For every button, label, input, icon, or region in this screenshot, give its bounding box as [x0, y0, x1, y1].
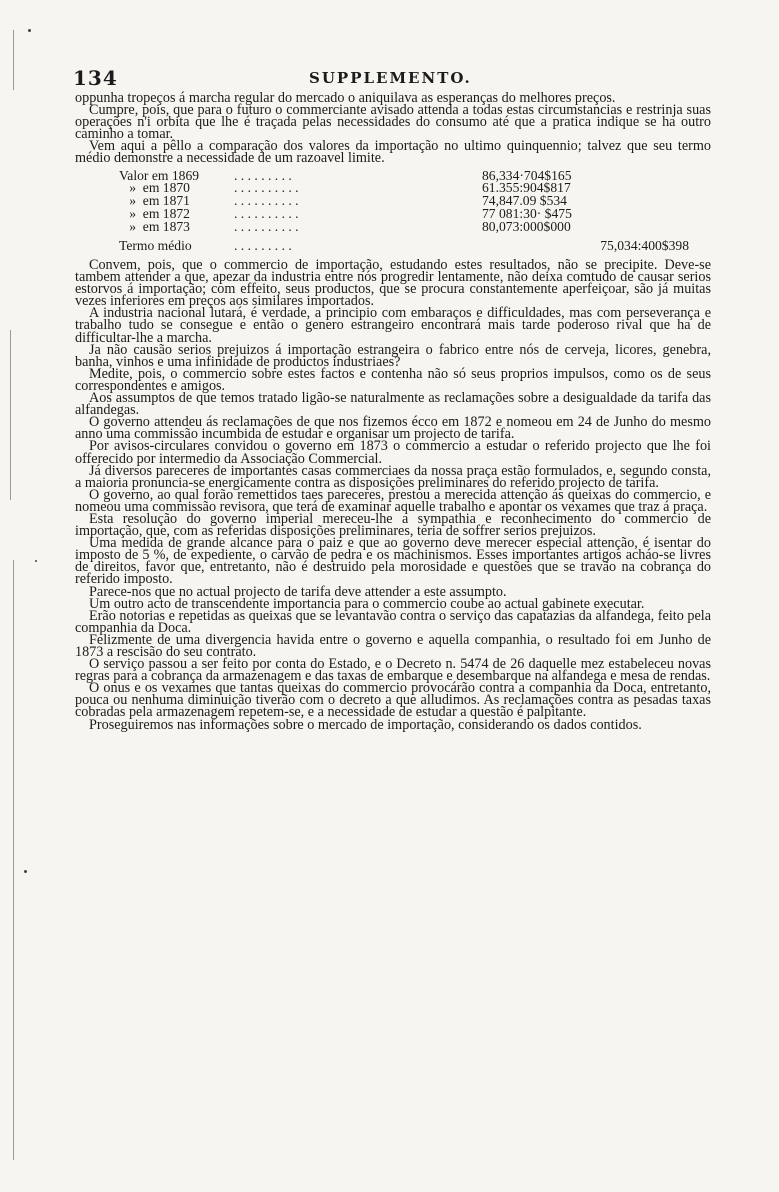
ink-speck — [24, 870, 27, 873]
paragraph: A industria nacional lutará, é verdade, a principio com embaraços e difficuldades, mas com perseverança e trabalho tudo se consegue e então o genero estrangeiro encontrará mais tarde poderoso rival que ha de difficultar-lhe a marcha. — [75, 305, 711, 346]
table-row — [119, 182, 711, 195]
paragraph: Uma medida de grande alcance para o paiz e que ao governo deve merecer especial attenção, é isentar do imposto de 5 %, de expediente, o carvão de pedra e os machinismos. Esses importantes artigos acháo-se livres de direitos, favor que, entretanto, não é destruido pela morosidade e questões que se travão na cobrança do referido imposto. — [75, 535, 711, 588]
table-row — [119, 208, 711, 221]
paragraph: Um outro acto de transcendente importancia para o commercio coube ao actual gabinete executar. — [89, 595, 645, 612]
paragraph: Erão notorias e repetidas as queixas que se levantavão contra o serviço das capatazias da alfandega, feito pela companhia da Doca. — [75, 607, 711, 636]
paragraph: Parece-nos que no actual projecto de tarifa deve attender a este assumpto. — [89, 583, 507, 600]
body-text — [75, 92, 711, 731]
row-label: Valor em 1869 — [119, 167, 200, 183]
running-title: SUPPLEMENTO. — [309, 69, 472, 87]
paragraph: Felizmente de uma divergencia havida entre o governo e aquella companhia, o resultado foi em Junho de 1873 a rescisão do seu contrato. — [75, 631, 711, 661]
paragraph: Vem aqui a pêllo a comparação dos valores da importação no ultimo quinquennio; talvez que seu termo médio demonstre a necessidade de um razoavel limite. — [75, 138, 711, 167]
table-row — [119, 167, 711, 183]
paragraph: Aos assumptos de que temos tratado ligão-se naturalmente as reclamações sobre a desigualdade da tarifa das alfandegas. — [75, 390, 711, 419]
row-value: 80,073:000$000 — [482, 219, 571, 235]
row-label: » em 1870 — [119, 180, 190, 196]
row-label: » em 1872 — [119, 206, 190, 222]
paragraph: Proseguiremos nas informações sobre o mercado de importação, considerando os dados contidos. — [89, 716, 642, 733]
row-value: 77 081:30· $475 — [482, 206, 572, 222]
paragraph: Ja não causão serios prejuizos á importação estrangeira o fabrico entre nós de cerveja, licores, genebra, banha, vinhos e uma infinidade de productos industriaes? — [75, 341, 711, 370]
table-row — [119, 221, 711, 234]
row-label: » em 1871 — [119, 193, 190, 209]
paragraph: Já diversos pareceres de importantes casas commerciaes da nossa praça estão formulados, e, segundo consta, a maioria pronuncia-se energicamente contra as disposições preliminares do referido projecto de tarifa. — [75, 462, 711, 491]
paragraph: Cumpre, pois, que para o futuro o commerciante avisado attenda a todas estas circumstancias e restrinja suas operações n'i orbita que lhe é traçada pelas necessidades do consumo até que a pratica indique se ha outro caminho a tomar. — [75, 102, 711, 143]
leader-dots: . . . . . . . . . . — [234, 195, 299, 208]
leader-dots: . . . . . . . . . — [234, 240, 292, 253]
average-value: 75,034:400$398 — [600, 238, 689, 254]
leader-dots: . . . . . . . . . — [234, 169, 292, 182]
ink-speck — [35, 560, 37, 562]
binding-edge-line — [13, 560, 14, 1160]
values-table — [119, 167, 711, 255]
binding-edge-line — [10, 330, 11, 500]
leader-dots: . . . . . . . . . . — [234, 182, 299, 195]
row-value: 74,847.09 $534 — [482, 193, 567, 209]
ink-speck — [28, 29, 31, 32]
average-label: Termo médio — [119, 238, 192, 254]
average-row — [119, 240, 711, 255]
paragraph: Convem, pois, que o commercio de importação, estudando estes resultados, não se precipite. Deve-se tambem attender a que, apezar da industria entre nós progredir lentamente, não deixa comtudo de causar serios estorvos á importação; com effeito, seus productos, que se procura constantemente aperfeiçoar, são já muitas vezes inferiores em preços aos similares importados. — [75, 257, 711, 310]
paragraph: Por avisos-circulares convidou o governo em 1873 o commercio a estudar o referido projecto que lhe foi offerecido por intermedio da Associação Commercial. — [75, 438, 711, 467]
leader-dots: . . . . . . . . . . — [234, 221, 299, 234]
row-value: 61.355:904$817 — [482, 180, 571, 196]
page-number: 134 — [73, 66, 118, 90]
row-label: » em 1873 — [119, 219, 190, 235]
paragraph: O governo, ao qual forão remettidos taes pareceres, prestou a merecida attenção ás queixas do commercio, e nomeou uma commissão revisora, que terá de examinar aquelle trabalho e apontar os vexames que traz á praça. — [75, 486, 711, 515]
paragraph: Medite, pois, o commercio sobre estes factos e contenha não só seus proprios impulsos, como os de seus correspondentes e amigos. — [75, 365, 711, 394]
leader-dots: . . . . . . . . . . — [234, 208, 299, 221]
row-value: 86,334·704$165 — [482, 167, 572, 183]
binding-edge-line — [13, 30, 14, 90]
paragraph: O governo attendeu ás reclamações de que nos fizemos écco em 1872 e nomeou em 24 de Junho do mesmo anno uma commissão incumbida de estudar e organisar um projecto de tarifa. — [75, 414, 711, 443]
paragraph: O onus e os vexames que tantas queixas do commercio provocárão contra a companhia da Doca, entretanto, pouca ou nenhuma diminuição tiverão com o decreto a que alludimos. As reclamações contra as pesadas taxas cobradas pela armazenagem repetem-se, e a necessidade de estudar a questão é palpitante. — [75, 680, 711, 721]
page-header — [73, 66, 713, 90]
paragraph: Esta resolução do governo imperial mereceu-lhe a sympathia e reconhecimento do commercio de importação, que, com as referidas disposições preliminares, teria de soffrer serios prejuizos. — [75, 510, 711, 540]
paragraph: O serviço passou a ser feito por conta do Estado, e o Decreto n. 5474 de 26 daquelle mez estabeleceu novas regras para a cobrança da armazenagem e das taxas de embarque e desembarque na alfandega e mesa de rendas. — [75, 656, 711, 685]
table-row — [119, 195, 711, 208]
paragraph: oppunha tropeços á marcha regular do mercado o aniquilava as esperanças do melhores preços. — [75, 90, 616, 106]
